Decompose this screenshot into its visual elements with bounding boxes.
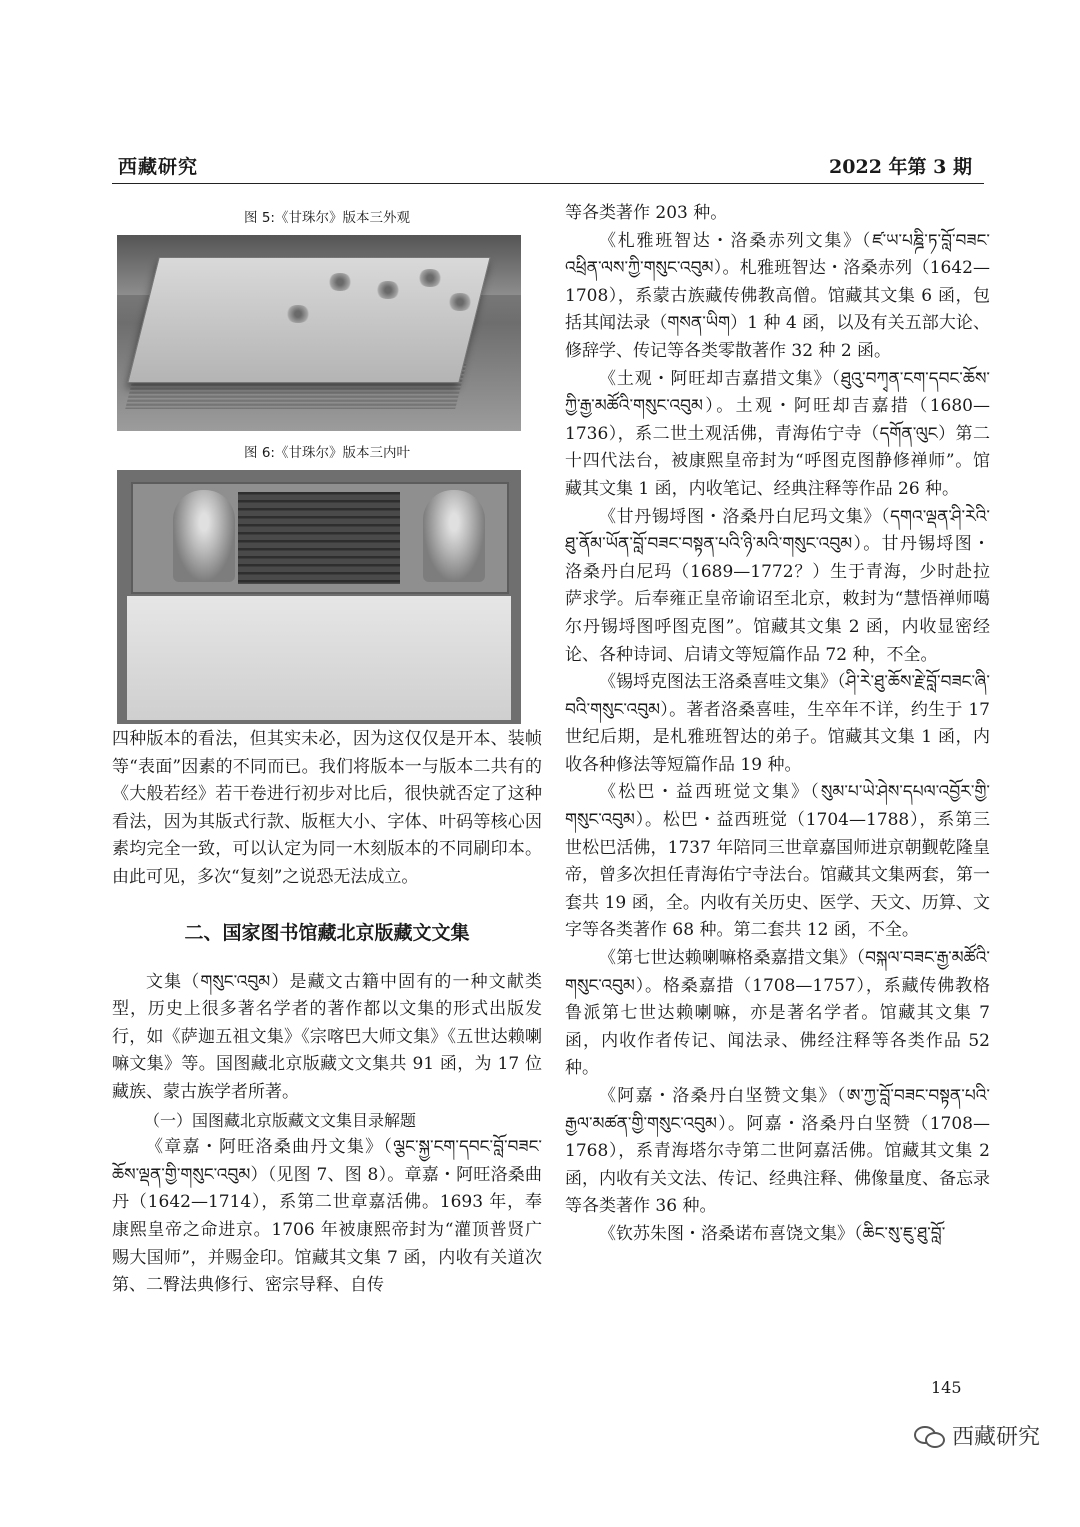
figure-6-photo	[117, 470, 521, 724]
paragraph-collection: 文集（གསུང་འབུམ）是藏文古籍中固有的一种文献类型，历史上很多著名学者的著作都以文集的形式出版发行，如《萨迦五祖文集》《宗喀巴大师文集》《五世达赖喇嘛文集》等。国图藏北京版藏文文集共 91 函，为 17 位藏族、蒙古族学者所著。	[112, 971, 542, 1102]
paragraph-dalai7: 《第七世达赖喇嘛格桑嘉措文集》（བསྐལ་བཟང་རྒྱ་མཚོའི་གསུང་འབུམ）。格桑嘉措（1708—1757），系藏传佛教格鲁派第七世达赖喇嘛，亦是著名学者。馆藏其文集 7 函，内收作者传记、闻法录、佛经注释等各类作品 52 种。	[565, 948, 990, 1079]
watermark	[914, 1420, 1040, 1451]
issue-label: 2022 年第 3 期	[829, 156, 972, 178]
journal-name: 西藏研究	[118, 156, 199, 178]
subsection-title: （一）国图藏北京版藏文文集目录解题	[144, 1110, 417, 1130]
paragraph-qinsu: 《钦苏朱图・洛桑诺布喜饶文集》（ཆིང་སུ་ཇུ་ཐུ་བློ་	[599, 1223, 946, 1244]
figure-5-photo	[117, 235, 521, 431]
paragraph-intro: 四种版本的看法，但其实未必，因为这仅仅是开本、装帧等“表面”因素的不同而已。我们将版本一与版本二共有的《大般若经》若干卷进行初步对比后，很快就否定了这种看法，因为其版式行款、版框大小、字体、叶码等核心因素均完全一致，可以认定为同一木刻版本的不同刷印本。由此可见，多次“复刻”之说恐无法成立。	[112, 729, 542, 887]
paragraph-continued: 等各类著作 203 种。	[565, 203, 728, 223]
paragraph-songba: 《松巴・益西班觉文集》（སུམ་པ་ཡེ་ཤེས་དཔལ་འབྱོར་གྱི་གསུང་འབུམ）。松巴・益西班觉（1704—1788），系第三世松巴活佛，1737 年陪同三世章嘉国师进京朝觐乾隆皇帝，曾多次担任青海佑宁寺法台。馆藏其文集两套，第一套共 19 函，全。内收有关历史、医学、天文、历算、文字等各类著作 68 种。第二套共 12 函，不全。	[565, 782, 990, 941]
paragraph-zhangjia: 《章嘉・阿旺洛桑曲丹文集》（ལྕང་སྐྱ་ངག་དབང་བློ་བཟང་ཆོས་ལྡན་གྱི་གསུང་འབུམ）（见图 7、图 8）。章嘉・阿旺洛桑曲丹（1642—1714），系第二世章嘉活佛。1693 年，奉康熙皇帝之命进京。1706 年被康熙帝封为“灌顶普贤广赐大国师”，并赐金印。馆藏其文集 7 函，内收有关道次第、二臀法典修行、密宗导释、自传	[112, 1137, 542, 1296]
header-rule	[112, 183, 984, 184]
paragraph-tuguan: 《土观・阿旺却吉嘉措文集》（ཐུའུ་བཀྭན་ངག་དབང་ཆོས་ཀྱི་རྒྱ་མཚོའི་གསུང་འབུམ）。土观・阿旺却吉嘉措（1680—1736），系二世土观活佛，青海佑宁寺（དགོན་ལུང）第二十四代法台，被康熙皇帝封为“呼图克图静修禅师”。馆藏其文集 1 函，内收笔记、经典注释等作品 26 种。	[565, 368, 990, 499]
figure-5-caption: 图 5:《甘珠尔》版本三外观	[244, 210, 410, 226]
paragraph-zaya: 《札雅班智达・洛桑赤列文集》（ཛ་ཡ་པཎྜི་ཏ་བློ་བཟང་འཕྲིན་ལས་ཀྱི་གསུང་འབུམ）。札雅班智达・洛桑赤列（1642—1708），系蒙古族藏传佛教高僧。馆藏其文集 6 函，包括其闻法录（གསན་ཡིག）1 种 4 函，以及有关五部大论、修辞学、传记等各类零散著作 32 种 2 函。	[565, 230, 990, 361]
watermark-text: 西藏研究	[951, 1425, 1040, 1450]
wechat-icon	[914, 1424, 944, 1448]
paragraph-gandan: 《甘丹锡埒图・洛桑丹白尼玛文集》（དགའ་ལྡན་ཤི་རེའི་ཐུ་ནོམ་ཡོན་བློ་བཟང་བསྟན་པའི་ཉི་མའི་གསུང་འབུམ）。甘丹锡埒图・洛桑丹白尼玛（1689—1772？）生于青海，少时赴拉萨求学。后奉雍正皇帝谕诏至北京，敕封为“慧悟禅师噶尔丹锡埒图呼图克图”。馆藏其文集 2 函，内收显密经论、各种诗词、启请文等短篇作品 72 种，不全。	[565, 506, 990, 665]
right-column	[565, 200, 990, 1249]
section-title: 二、国家图书馆藏北京版藏文文集	[184, 921, 470, 944]
paragraph-xike: 《锡埒克图法王洛桑喜哇文集》（ཤི་རེ་ཐུ་ཆོས་རྗེ་བློ་བཟང་ཞི་བའི་གསུང་འབུམ）。著者洛桑喜哇，生卒年不详，约生于 17 世纪后期，是札雅班智达的弟子。馆藏其文集 1 函，内收各种修法等短篇作品 19 种。	[565, 672, 990, 775]
paragraph-ajia: 《阿嘉・洛桑丹白坚赞文集》（ཨ་ཀྱ་བློ་བཟང་བསྟན་པའི་རྒྱལ་མཚན་གྱི་གསུང་འབུམ）。阿嘉・洛桑丹白坚赞（1708—1768），系青海塔尔寺第二世阿嘉活佛。馆藏其文集 2 函，内收有关文法、传记、经典注释、佛像量度、备忘录等各类著作 36 种。	[565, 1086, 990, 1217]
left-column	[112, 200, 542, 1300]
figure-6-caption: 图 6:《甘珠尔》版本三内叶	[244, 445, 410, 461]
page-number: 145	[931, 1378, 962, 1397]
